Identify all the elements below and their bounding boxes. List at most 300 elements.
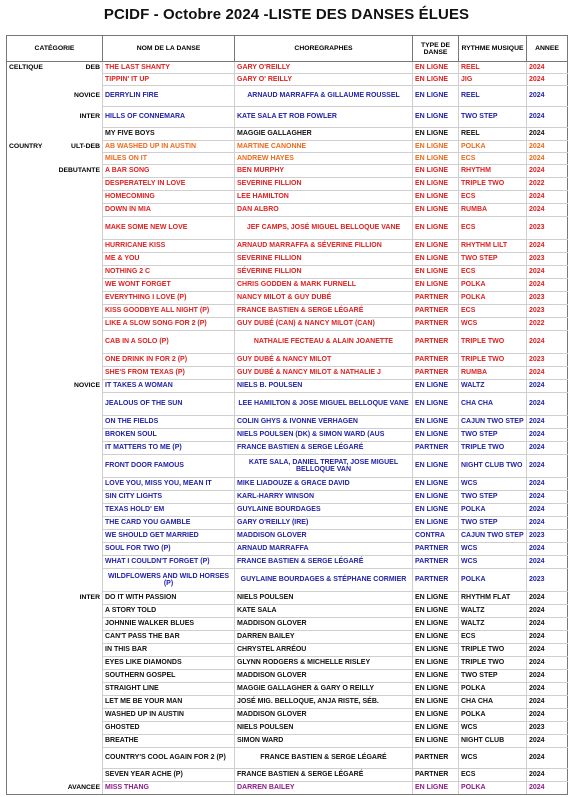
choreographer-cell: DAN ALBRO: [235, 204, 413, 217]
year-cell: 2024: [527, 204, 568, 217]
choreographer-cell: MAGGIE GALLAGHER & GARY O REILLY: [235, 683, 413, 696]
year-cell: 2024: [527, 62, 568, 74]
year-cell: 2024: [527, 517, 568, 530]
rhythm-cell: WCS: [459, 478, 527, 491]
year-cell: 2024: [527, 416, 568, 429]
rhythm-cell: WALTZ: [459, 380, 527, 393]
category-cell: [7, 442, 103, 455]
choreographer-cell: NIELS B. POULSEN: [235, 380, 413, 393]
dance-type-cell: EN LIGNE: [413, 191, 459, 204]
rhythm-cell: REEL: [459, 128, 527, 141]
rhythm-cell: WCS: [459, 543, 527, 556]
dance-type-cell: CONTRA: [413, 530, 459, 543]
table-row: [7, 74, 568, 86]
rhythm-cell: WCS: [459, 748, 527, 769]
category-cell: [7, 305, 103, 318]
table-row: [7, 517, 568, 530]
category-cell: [7, 253, 103, 266]
category-cell: [7, 478, 103, 491]
category-cell: [7, 748, 103, 769]
choreographer-cell: MAGGIE GALLAGHER: [235, 128, 413, 141]
category-cell: [7, 86, 103, 107]
year-cell: 2024: [527, 442, 568, 455]
dance-name-cell: THE LAST SHANTY: [103, 62, 235, 74]
table-row: [7, 657, 568, 670]
choreographer-cell: GUY DUBÉ (CAN) & NANCY MILOT (CAN): [235, 318, 413, 331]
dance-type-cell: EN LIGNE: [413, 393, 459, 416]
choreographer-cell: FRANCE BASTIEN & SERGE LÉGARÉ: [235, 442, 413, 455]
dance-type-cell: PARTNER: [413, 318, 459, 331]
dance-name-cell: ON THE FIELDS: [103, 416, 235, 429]
table-row: [7, 478, 568, 491]
year-cell: 2023: [527, 292, 568, 305]
dance-type-cell: EN LIGNE: [413, 517, 459, 530]
choreographer-cell: GARY O'REILLY: [235, 62, 413, 74]
dance-name-cell: CAB IN A SOLO (P): [103, 331, 235, 354]
category-cell: [7, 153, 103, 165]
dance-name-cell: HURRICANE KISS: [103, 240, 235, 253]
year-cell: 2024: [527, 455, 568, 478]
rhythm-cell: RUMBA: [459, 367, 527, 380]
choreographer-cell: DARREN BAILEY: [235, 631, 413, 644]
year-cell: 2024: [527, 279, 568, 292]
rhythm-cell: POLKA: [459, 292, 527, 305]
year-cell: 2024: [527, 128, 568, 141]
table-row: [7, 683, 568, 696]
choreographer-cell: GUYLAINE BOURDAGES: [235, 504, 413, 517]
dance-name-cell: JOHNNIE WALKER BLUES: [103, 618, 235, 631]
dance-type-cell: PARTNER: [413, 769, 459, 782]
dance-name-cell: GHOSTED: [103, 722, 235, 735]
choreographer-cell: KATE SALA, DANIEL TREPAT, JOSE MIGUEL BELLOQUE VAN: [235, 455, 413, 478]
table-row: [7, 618, 568, 631]
rhythm-cell: POLKA: [459, 782, 527, 795]
table-row: [7, 266, 568, 279]
dance-type-cell: EN LIGNE: [413, 74, 459, 86]
dance-name-cell: WHAT I COULDN'T FORGET (P): [103, 556, 235, 569]
table-row: [7, 670, 568, 683]
table-row: [7, 696, 568, 709]
choreographer-cell: NANCY MILOT & GUY DUBÉ: [235, 292, 413, 305]
dance-type-cell: EN LIGNE: [413, 86, 459, 107]
rhythm-cell: WALTZ: [459, 618, 527, 631]
year-cell: 2023: [527, 305, 568, 318]
rhythm-cell: ECS: [459, 631, 527, 644]
dance-type-cell: PARTNER: [413, 367, 459, 380]
dance-type-cell: EN LIGNE: [413, 683, 459, 696]
dance-type-cell: EN LIGNE: [413, 722, 459, 735]
dance-name-cell: A BAR SONG: [103, 165, 235, 178]
page-title: PCIDF - Octobre 2024 -LISTE DES DANSES ÉLUES: [103, 6, 470, 23]
dance-name-cell: IT MATTERS TO ME (P): [103, 442, 235, 455]
year-cell: 2024: [527, 491, 568, 504]
dance-name-cell: BREATHE: [103, 735, 235, 748]
rhythm-cell: REEL: [459, 86, 527, 107]
dance-type-cell: PARTNER: [413, 305, 459, 318]
category-cell: [7, 367, 103, 380]
choreographer-cell: GLYNN RODGERS & MICHELLE RISLEY: [235, 657, 413, 670]
choreographer-cell: GARY O'REILLY (IRE): [235, 517, 413, 530]
year-cell: 2024: [527, 543, 568, 556]
dance-name-cell: ME & YOU: [103, 253, 235, 266]
category-level: ULT-DEB: [71, 142, 100, 150]
category-cell: [7, 107, 103, 128]
rhythm-cell: TRIPLE TWO: [459, 442, 527, 455]
year-cell: 2024: [527, 696, 568, 709]
year-cell: 2024: [527, 670, 568, 683]
year-cell: 2024: [527, 592, 568, 605]
dance-type-cell: EN LIGNE: [413, 178, 459, 191]
category-cell: [7, 292, 103, 305]
table-row: [7, 178, 568, 191]
year-cell: 2024: [527, 74, 568, 86]
rhythm-cell: ECS: [459, 769, 527, 782]
table-row: [7, 318, 568, 331]
dance-name-cell: MY FIVE BOYS: [103, 128, 235, 141]
rhythm-cell: ECS: [459, 217, 527, 240]
dance-type-cell: EN LIGNE: [413, 253, 459, 266]
year-cell: 2024: [527, 331, 568, 354]
category-cell: [7, 165, 103, 178]
rhythm-cell: TRIPLE TWO: [459, 354, 527, 367]
header-dance-name: NOM DE LA DANSE: [103, 36, 235, 62]
year-cell: 2024: [527, 709, 568, 722]
choreographer-cell: LEE HAMILTON & JOSE MIGUEL BELLOQUE VANE: [235, 393, 413, 416]
category-cell: [7, 592, 103, 605]
year-cell: 2024: [527, 605, 568, 618]
rhythm-cell: ECS: [459, 305, 527, 318]
dance-name-cell: MISS THANG: [103, 782, 235, 795]
dance-type-cell: EN LIGNE: [413, 631, 459, 644]
category-cell: [7, 618, 103, 631]
category-cell: [7, 530, 103, 543]
dance-type-cell: EN LIGNE: [413, 696, 459, 709]
rhythm-cell: TRIPLE TWO: [459, 644, 527, 657]
choreographer-cell: ARNAUD MARRAFFA: [235, 543, 413, 556]
dance-name-cell: IT TAKES A WOMAN: [103, 380, 235, 393]
rhythm-cell: RUMBA: [459, 204, 527, 217]
category-cell: [7, 769, 103, 782]
dance-type-cell: EN LIGNE: [413, 618, 459, 631]
category-cell: [7, 657, 103, 670]
category-cell: [7, 74, 103, 86]
choreographer-cell: NIELS POULSEN: [235, 722, 413, 735]
choreographer-cell: COLIN GHYS & IVONNE VERHAGEN: [235, 416, 413, 429]
dance-type-cell: EN LIGNE: [413, 62, 459, 74]
rhythm-cell: ECS: [459, 266, 527, 279]
dance-name-cell: KISS GOODBYE ALL NIGHT (P): [103, 305, 235, 318]
table-row: [7, 429, 568, 442]
dance-type-cell: EN LIGNE: [413, 504, 459, 517]
dance-type-cell: PARTNER: [413, 543, 459, 556]
year-cell: 2024: [527, 504, 568, 517]
dance-type-cell: EN LIGNE: [413, 165, 459, 178]
dance-name-cell: JEALOUS OF THE SUN: [103, 393, 235, 416]
choreographer-cell: MADDISON GLOVER: [235, 670, 413, 683]
table-header-row: [7, 36, 568, 62]
rhythm-cell: TRIPLE TWO: [459, 331, 527, 354]
table-row: [7, 592, 568, 605]
dance-name-cell: SHE'S FROM TEXAS (P): [103, 367, 235, 380]
rhythm-cell: WALTZ: [459, 605, 527, 618]
category-cell: [7, 416, 103, 429]
rhythm-cell: POLKA: [459, 569, 527, 592]
dance-name-cell: FRONT DOOR FAMOUS: [103, 455, 235, 478]
dance-name-cell: A STORY TOLD: [103, 605, 235, 618]
table-row: [7, 153, 568, 165]
category-cell: [7, 128, 103, 141]
table-row: [7, 782, 568, 795]
dance-name-cell: SOUL FOR TWO (P): [103, 543, 235, 556]
dance-name-cell: SEVEN YEAR ACHE (P): [103, 769, 235, 782]
year-cell: 2024: [527, 748, 568, 769]
choreographer-cell: GUYLAINE BOURDAGES & STÉPHANE CORMIER: [235, 569, 413, 592]
category-cell: [7, 670, 103, 683]
choreographer-cell: NIELS POULSEN: [235, 592, 413, 605]
dance-type-cell: PARTNER: [413, 354, 459, 367]
dance-type-cell: EN LIGNE: [413, 217, 459, 240]
dance-type-cell: EN LIGNE: [413, 478, 459, 491]
choreographer-cell: LEE HAMILTON: [235, 191, 413, 204]
dance-name-cell: MILES ON IT: [103, 153, 235, 165]
year-cell: 2024: [527, 266, 568, 279]
dance-type-cell: EN LIGNE: [413, 279, 459, 292]
table-row: [7, 543, 568, 556]
dance-name-cell: IN THIS BAR: [103, 644, 235, 657]
category-cell: [7, 331, 103, 354]
rhythm-cell: TWO STEP: [459, 107, 527, 128]
choreographer-cell: CHRIS GODDEN & MARK FURNELL: [235, 279, 413, 292]
header-rhythm: RYTHME MUSIQUE: [459, 36, 527, 62]
dance-name-cell: LIKE A SLOW SONG FOR 2 (P): [103, 318, 235, 331]
rhythm-cell: POLKA: [459, 141, 527, 153]
year-cell: 2024: [527, 191, 568, 204]
year-cell: 2023: [527, 722, 568, 735]
category-level: DEB: [85, 64, 100, 71]
year-cell: 2022: [527, 178, 568, 191]
dance-type-cell: EN LIGNE: [413, 240, 459, 253]
category-cell: [7, 393, 103, 416]
category-cell: [7, 735, 103, 748]
category-style: COUNTRY: [9, 142, 43, 150]
table-body: [7, 62, 568, 795]
table-row: [7, 217, 568, 240]
table-row: [7, 605, 568, 618]
year-cell: 2024: [527, 393, 568, 416]
table-row: [7, 86, 568, 107]
rhythm-cell: ECS: [459, 191, 527, 204]
category-cell: [7, 455, 103, 478]
table-row: [7, 769, 568, 782]
dance-name-cell: EVERYTHING I LOVE (P): [103, 292, 235, 305]
table-row: [7, 204, 568, 217]
dance-name-cell: AB WASHED UP IN AUSTIN: [103, 141, 235, 153]
choreographer-cell: KARL-HARRY WINSON: [235, 491, 413, 504]
category-cell: [7, 141, 103, 153]
table-row: [7, 240, 568, 253]
year-cell: 2024: [527, 429, 568, 442]
table-row: [7, 569, 568, 592]
table-row: [7, 305, 568, 318]
rhythm-cell: CHA CHA: [459, 696, 527, 709]
dance-name-cell: WE WONT FORGET: [103, 279, 235, 292]
table-row: [7, 556, 568, 569]
year-cell: 2024: [527, 153, 568, 165]
dance-type-cell: EN LIGNE: [413, 380, 459, 393]
choreographer-cell: MADDISON GLOVER: [235, 530, 413, 543]
table-row: [7, 644, 568, 657]
dance-type-cell: EN LIGNE: [413, 735, 459, 748]
dance-name-cell: LOVE YOU, MISS YOU, MEAN IT: [103, 478, 235, 491]
table-row: [7, 128, 568, 141]
category-cell: [7, 569, 103, 592]
table-row: [7, 530, 568, 543]
category-cell: [7, 266, 103, 279]
rhythm-cell: POLKA: [459, 709, 527, 722]
dance-type-cell: EN LIGNE: [413, 657, 459, 670]
category-cell: [7, 644, 103, 657]
year-cell: 2023: [527, 354, 568, 367]
dance-name-cell: CAN'T PASS THE BAR: [103, 631, 235, 644]
dance-type-cell: EN LIGNE: [413, 141, 459, 153]
rhythm-cell: TRIPLE TWO: [459, 178, 527, 191]
year-cell: 2024: [527, 631, 568, 644]
dance-type-cell: PARTNER: [413, 292, 459, 305]
rhythm-cell: WCS: [459, 318, 527, 331]
category-cell: [7, 354, 103, 367]
dance-type-cell: EN LIGNE: [413, 107, 459, 128]
dance-name-cell: DOWN IN MIA: [103, 204, 235, 217]
year-cell: 2024: [527, 86, 568, 107]
choreographer-cell: FRANCE BASTIEN & SERGE LÉGARÉ: [235, 556, 413, 569]
category-cell: [7, 240, 103, 253]
category-cell: [7, 204, 103, 217]
dance-type-cell: EN LIGNE: [413, 605, 459, 618]
year-cell: 2023: [527, 253, 568, 266]
choreographer-cell: FRANCE BASTIEN & SERGE LÉGARÉ: [235, 305, 413, 318]
category-level: INTER: [79, 113, 100, 121]
dance-name-cell: WILDFLOWERS AND WILD HORSES (P): [103, 569, 235, 592]
rhythm-cell: POLKA: [459, 279, 527, 292]
rhythm-cell: RHYTHM FLAT: [459, 592, 527, 605]
dance-name-cell: COUNTRY'S COOL AGAIN FOR 2 (P): [103, 748, 235, 769]
year-cell: 2023: [527, 530, 568, 543]
category-cell: [7, 683, 103, 696]
dance-name-cell: DESPERATELY IN LOVE: [103, 178, 235, 191]
dance-name-cell: DO IT WITH PASSION: [103, 592, 235, 605]
choreographer-cell: NIELS POULSEN (DK) & SIMON WARD (AUS: [235, 429, 413, 442]
dance-type-cell: PARTNER: [413, 556, 459, 569]
table-row: [7, 380, 568, 393]
table-row: [7, 141, 568, 153]
dance-type-cell: PARTNER: [413, 331, 459, 354]
choreographer-cell: MIKE LIADOUZE & GRACE DAVID: [235, 478, 413, 491]
choreographer-cell: SIMON WARD: [235, 735, 413, 748]
dance-name-cell: THE CARD YOU GAMBLE: [103, 517, 235, 530]
header-choreographers: CHOREGRAPHES: [235, 36, 413, 62]
dance-type-cell: EN LIGNE: [413, 455, 459, 478]
table-row: [7, 722, 568, 735]
category-cell: [7, 429, 103, 442]
table-row: [7, 748, 568, 769]
dance-name-cell: HOMECOMING: [103, 191, 235, 204]
table-row: [7, 442, 568, 455]
dance-name-cell: TEXAS HOLD' EM: [103, 504, 235, 517]
year-cell: 2023: [527, 569, 568, 592]
category-cell: [7, 722, 103, 735]
rhythm-cell: TWO STEP: [459, 429, 527, 442]
category-cell: [7, 631, 103, 644]
rhythm-cell: REEL: [459, 62, 527, 74]
table-row: [7, 165, 568, 178]
category-level: INTER: [79, 594, 100, 602]
rhythm-cell: NIGHT CLUB TWO: [459, 455, 527, 478]
dance-name-cell: EYES LIKE DIAMONDS: [103, 657, 235, 670]
dance-type-cell: EN LIGNE: [413, 266, 459, 279]
dance-type-cell: EN LIGNE: [413, 429, 459, 442]
dance-table: [6, 35, 568, 795]
dance-type-cell: EN LIGNE: [413, 491, 459, 504]
year-cell: 2024: [527, 644, 568, 657]
year-cell: 2024: [527, 380, 568, 393]
category-cell: [7, 782, 103, 795]
year-cell: 2024: [527, 769, 568, 782]
category-level: NOVICE: [73, 382, 100, 390]
dance-type-cell: EN LIGNE: [413, 128, 459, 141]
year-cell: 2022: [527, 318, 568, 331]
rhythm-cell: CAJUN TWO STEP: [459, 530, 527, 543]
category-cell: [7, 605, 103, 618]
rhythm-cell: ECS: [459, 153, 527, 165]
table-row: [7, 253, 568, 266]
table-row: [7, 62, 568, 74]
choreographer-cell: MADDISON GLOVER: [235, 618, 413, 631]
rhythm-cell: POLKA: [459, 683, 527, 696]
year-cell: 2024: [527, 782, 568, 795]
category-cell: [7, 696, 103, 709]
category-cell: [7, 709, 103, 722]
choreographer-cell: ARNAUD MARRAFFA & GILLAUME ROUSSEL: [235, 86, 413, 107]
choreographer-cell: SÉVERINE FILLION: [235, 266, 413, 279]
dance-name-cell: WASHED UP IN AUSTIN: [103, 709, 235, 722]
choreographer-cell: KATE SALA ET ROB FOWLER: [235, 107, 413, 128]
choreographer-cell: CHRYSTEL ARRÉOU: [235, 644, 413, 657]
table-row: [7, 491, 568, 504]
year-cell: 2024: [527, 683, 568, 696]
table-row: [7, 191, 568, 204]
category-level: NOVICE: [73, 92, 100, 100]
dance-name-cell: NOTHING 2 C: [103, 266, 235, 279]
header-dance-type: TYPE DE DANSE: [413, 36, 459, 62]
table-row: [7, 292, 568, 305]
year-cell: 2024: [527, 240, 568, 253]
category-cell: [7, 380, 103, 393]
category-cell: [7, 556, 103, 569]
dance-type-cell: EN LIGNE: [413, 644, 459, 657]
rhythm-cell: POLKA: [459, 504, 527, 517]
dance-name-cell: WE SHOULD GET MARRIED: [103, 530, 235, 543]
table-row: [7, 367, 568, 380]
year-cell: 2024: [527, 107, 568, 128]
rhythm-cell: TWO STEP: [459, 670, 527, 683]
rhythm-cell: CHA CHA: [459, 393, 527, 416]
table-row: [7, 631, 568, 644]
table-row: [7, 416, 568, 429]
choreographer-cell: FRANCE BASTIEN & SERGE LÉGARÉ: [235, 748, 413, 769]
rhythm-cell: CAJUN TWO STEP: [459, 416, 527, 429]
rhythm-cell: TWO STEP: [459, 253, 527, 266]
rhythm-cell: TRIPLE TWO: [459, 657, 527, 670]
